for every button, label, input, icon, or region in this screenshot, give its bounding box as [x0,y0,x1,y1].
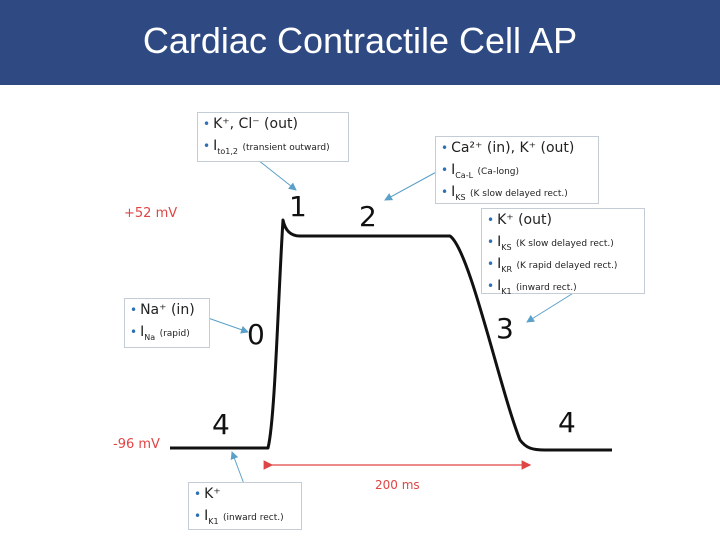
phase2-current2-desc: (K slow delayed rect.) [470,189,568,199]
phase3-current2-desc: (K rapid delayed rect.) [516,261,618,271]
phase2-current2-sub: KS [455,193,466,202]
phase3-current1: I [497,234,502,250]
phase-1-label: 1 [289,190,307,223]
phase4-current: I [204,508,209,524]
arrow-phase1 [258,160,296,190]
phase-0-label: 0 [247,318,265,351]
phase4-ion-box: • K⁺ • $I_{K1}$ (inward rect.) [188,482,302,530]
phase0-ion-box: • Na⁺ (in) • $I_{Na}$ (rapid) [124,298,210,348]
arrow-phase4 [232,452,244,484]
phase2-ion: Ca²⁺ (in), K⁺ (out) [451,140,575,156]
page-title: Cardiac Contractile Cell AP [142,20,578,61]
phase0-current-desc: (rapid) [159,329,190,339]
phase1-current: I [213,138,218,154]
phase-3-label: 3 [496,312,514,345]
phase-2-label: 2 [359,200,377,233]
phase3-current3-sub: K1 [501,287,512,296]
arrow-phase0 [208,318,248,332]
phase0-current: I [140,324,145,340]
phase1-current-desc: (transient outward) [242,143,330,153]
phase1-current-sub: to1,2 [217,147,238,156]
phase3-current3-desc: (inward rect.) [516,283,577,293]
phase4-current-desc: (inward rect.) [223,513,284,523]
phase2-current1: I [451,162,456,178]
phase2-ion-box: • Ca²⁺ (in), K⁺ (out) • $I_{Ca-L}$ (Ca-long) • $I_{KS}$ (K slow delayed rect.) [435,136,599,204]
phase-4-left-label: 4 [212,408,230,441]
phase2-current2: I [451,184,456,200]
phase3-current2: I [497,256,502,272]
arrow-phase2 [385,170,440,200]
phase4-ion: K⁺ [204,486,221,502]
phase1-ion-box: • K⁺, Cl⁻ (out) • $I_{to1,2}$ (transient outward) [197,112,349,162]
top-voltage-label: +52 mV [124,206,178,221]
phase4-current-sub: K1 [208,517,219,526]
bottom-voltage-label: -96 mV [113,437,160,452]
phase2-current1-sub: Ca-L [455,171,474,180]
phase3-current1-sub: KS [501,243,512,252]
phase3-ion: K⁺ (out) [497,212,552,228]
phase0-current-sub: Na [144,333,156,342]
phase1-ion: K⁺, Cl⁻ (out) [213,116,298,132]
phase2-current1-desc: (Ca-long) [477,167,520,177]
duration-label: 200 ms [375,478,420,492]
phase-4-right-label: 4 [558,406,576,439]
phase0-ion: Na⁺ (in) [140,302,195,318]
phase3-current3: I [497,278,502,294]
phase3-current1-desc: (K slow delayed rect.) [516,239,614,249]
phase3-ion-box: • K⁺ (out) • $I_{KS}$ (K slow delayed rect.) • $I_{KR}$ (K rapid delayed rect.) • $I_{K1}$ (inward rect.) [481,208,645,294]
phase3-current2-sub: KR [501,265,513,274]
